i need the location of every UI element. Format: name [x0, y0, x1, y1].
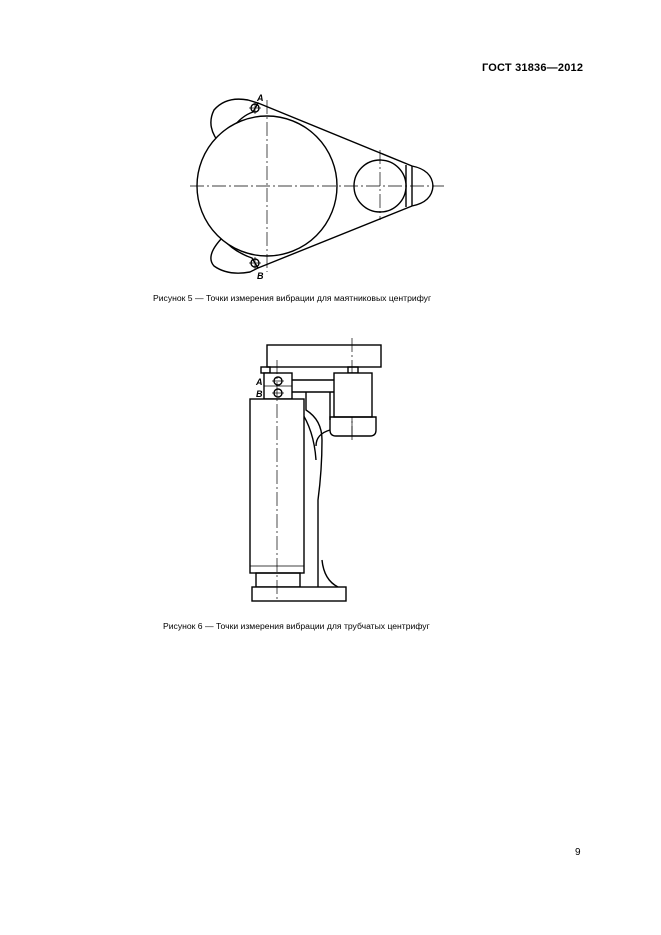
figure5-label-a: A: [257, 93, 264, 103]
standard-header: ГОСТ 31836—2012: [482, 62, 584, 74]
figure6-label-b: B: [256, 389, 263, 399]
figure-5-caption: Рисунок 5 — Точки измерения вибрации для маятниковых центрифуг: [153, 293, 432, 303]
page-number: 9: [575, 847, 581, 858]
figure6-label-a: A: [256, 377, 263, 387]
figure-6-caption: Рисунок 6 — Точки измерения вибрации для трубчатых центрифуг: [163, 621, 430, 631]
figure5-label-b: B: [257, 271, 264, 281]
